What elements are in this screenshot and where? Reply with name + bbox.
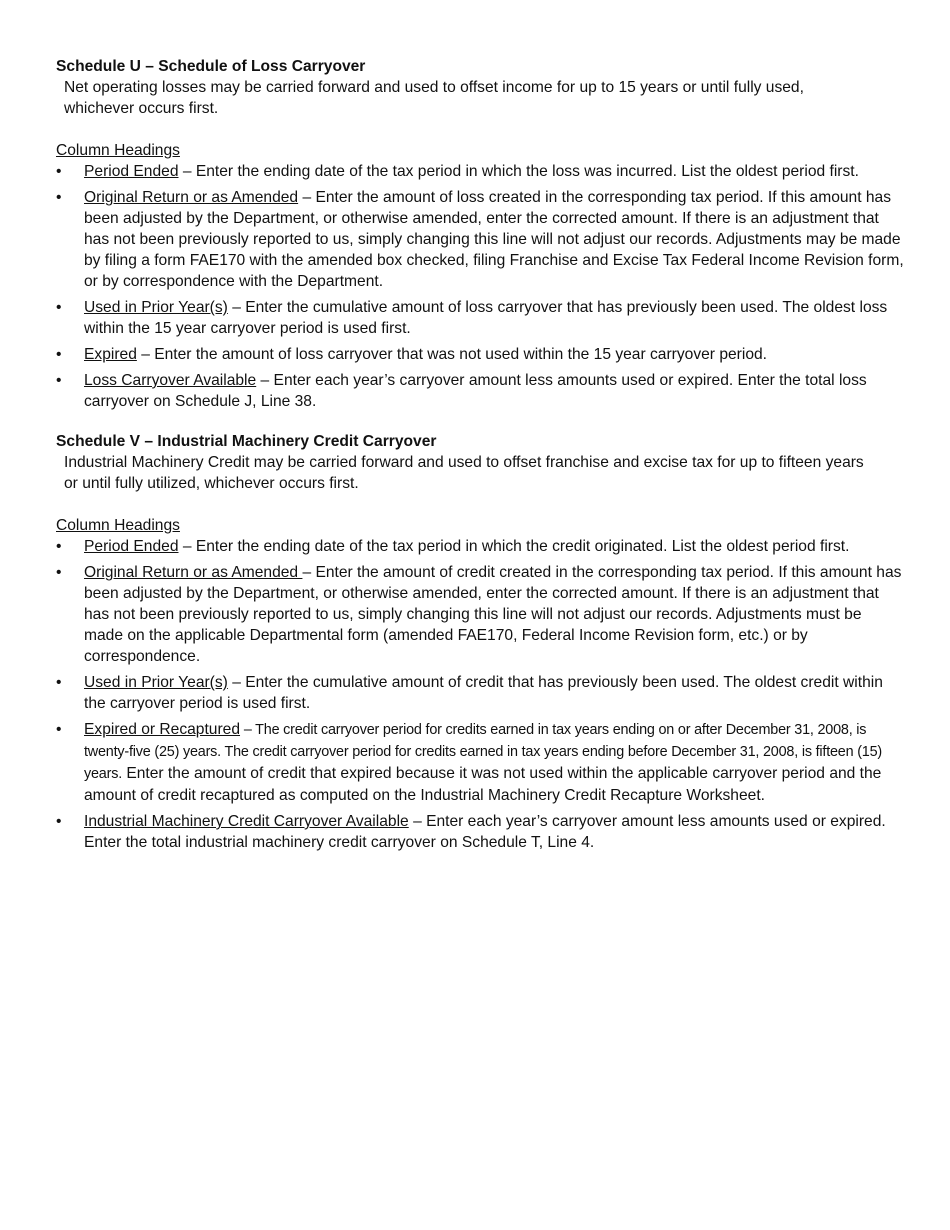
list-item: [56, 811, 904, 853]
column-description: – Enter the amount of loss carryover that was not used within the 15 year carryover period.: [136, 346, 768, 363]
column-description-period-note: – The credit carryover period for credits earned in tax years ending on or after December 31, 2008, is twenty-five (25) years. The credit carryover period for credits earned in tax years ending before December 31, 2008, is fifteen (15) years.: [84, 722, 882, 782]
column-description: – Enter the cumulative amount of loss carryover that has previously been used. The oldest loss within the 15 year carryover period is used first.: [84, 299, 888, 337]
list-item: [56, 161, 904, 182]
column-term: Original Return or as Amended: [84, 564, 303, 581]
column-term: Expired: [84, 346, 137, 363]
bullet-icon: •: [56, 372, 62, 389]
bullet-icon: •: [56, 346, 62, 363]
column-term: Period Ended: [84, 538, 179, 555]
schedule-u-section: [56, 56, 904, 412]
schedule-v-intro: Industrial Machinery Credit may be carried forward and used to offset franchise and excise tax for up to fifteen years or until fully utilized, whichever occurs first.: [64, 454, 864, 492]
bullet-icon: •: [56, 299, 62, 316]
bullet-icon: •: [56, 813, 62, 830]
schedule-u-intro: Net operating losses may be carried forward and used to offset income for up to 15 years or until fully used, whichever occurs first.: [64, 79, 804, 117]
column-description: Enter the amount of credit that expired because it was not used within the applicable carryover period and the amount of credit recaptured as computed on the Industrial Machinery Credit Recapture Worksheet.: [84, 765, 882, 804]
bullet-icon: •: [56, 189, 62, 206]
schedule-u-column-headings-label: Column Headings: [56, 142, 180, 159]
column-description: – Enter the amount of credit created in the corresponding tax period. If this amount has been adjusted by the Department, or otherwise amended, enter the corrected amount. If there is an adjustment that has not been previously reported to us, simply changing this line will not adjust our records. Adjustments must be made on the applicable Departmental form (amended FAE170, Federal Income Revision form, etc.) or by correspondence.: [84, 564, 902, 665]
column-description: – Enter the amount of loss created in the corresponding tax period. If this amount has been adjusted by the Department, or otherwise amended, enter the corrected amount. If there is an adjustment that has not been previously reported to us, simply changing this line will not adjust our records. Adjustments may be made by filing a form FAE170 with the amended box checked, filing Franchise and Excise Tax Federal Income Revision form, or by correspondence with the Department.: [84, 189, 904, 290]
schedule-v-column-list: [56, 536, 904, 853]
bullet-icon: •: [56, 163, 62, 180]
column-description: – Enter each year’s carryover amount less amounts used or expired. Enter the total industrial machinery credit carryover on Schedule T, Line 4.: [84, 813, 886, 851]
column-term: Expired or Recaptured: [84, 721, 241, 738]
schedule-u-column-list: [56, 161, 904, 412]
schedule-v-column-headings-label: Column Headings: [56, 517, 180, 534]
list-item: [56, 297, 904, 339]
list-item: [56, 536, 904, 557]
column-description: – Enter the cumulative amount of credit that has previously been used. The oldest credit within the carryover period is used first.: [84, 674, 883, 712]
bullet-icon: •: [56, 674, 62, 691]
bullet-icon: •: [56, 564, 62, 581]
list-item: [56, 562, 904, 667]
list-item: [56, 672, 904, 714]
column-description: – Enter the ending date of the tax period in which the credit originated. List the oldest period first.: [178, 538, 850, 555]
schedule-u-title: Schedule U – Schedule of Loss Carryover: [56, 58, 366, 75]
column-description: – Enter each year’s carryover amount less amounts used or expired. Enter the total loss carryover on Schedule J, Line 38.: [84, 372, 867, 410]
list-item: [56, 370, 904, 412]
column-term: Industrial Machinery Credit Carryover Available: [84, 813, 409, 830]
column-term: Loss Carryover Available: [84, 372, 257, 389]
column-term: Used in Prior Year(s): [84, 299, 228, 316]
list-item: [56, 719, 904, 806]
column-term: Period Ended: [84, 163, 179, 180]
column-term: Original Return or as Amended: [84, 189, 299, 206]
bullet-icon: •: [56, 721, 62, 738]
column-term: Used in Prior Year(s): [84, 674, 228, 691]
bullet-icon: •: [56, 538, 62, 555]
document-page: [56, 56, 904, 872]
schedule-v-section: [56, 431, 904, 853]
list-item: [56, 344, 904, 365]
list-item: [56, 187, 904, 292]
column-description: – Enter the ending date of the tax period in which the loss was incurred. List the oldest period first.: [178, 163, 859, 180]
schedule-v-title: Schedule V – Industrial Machinery Credit Carryover: [56, 433, 437, 450]
